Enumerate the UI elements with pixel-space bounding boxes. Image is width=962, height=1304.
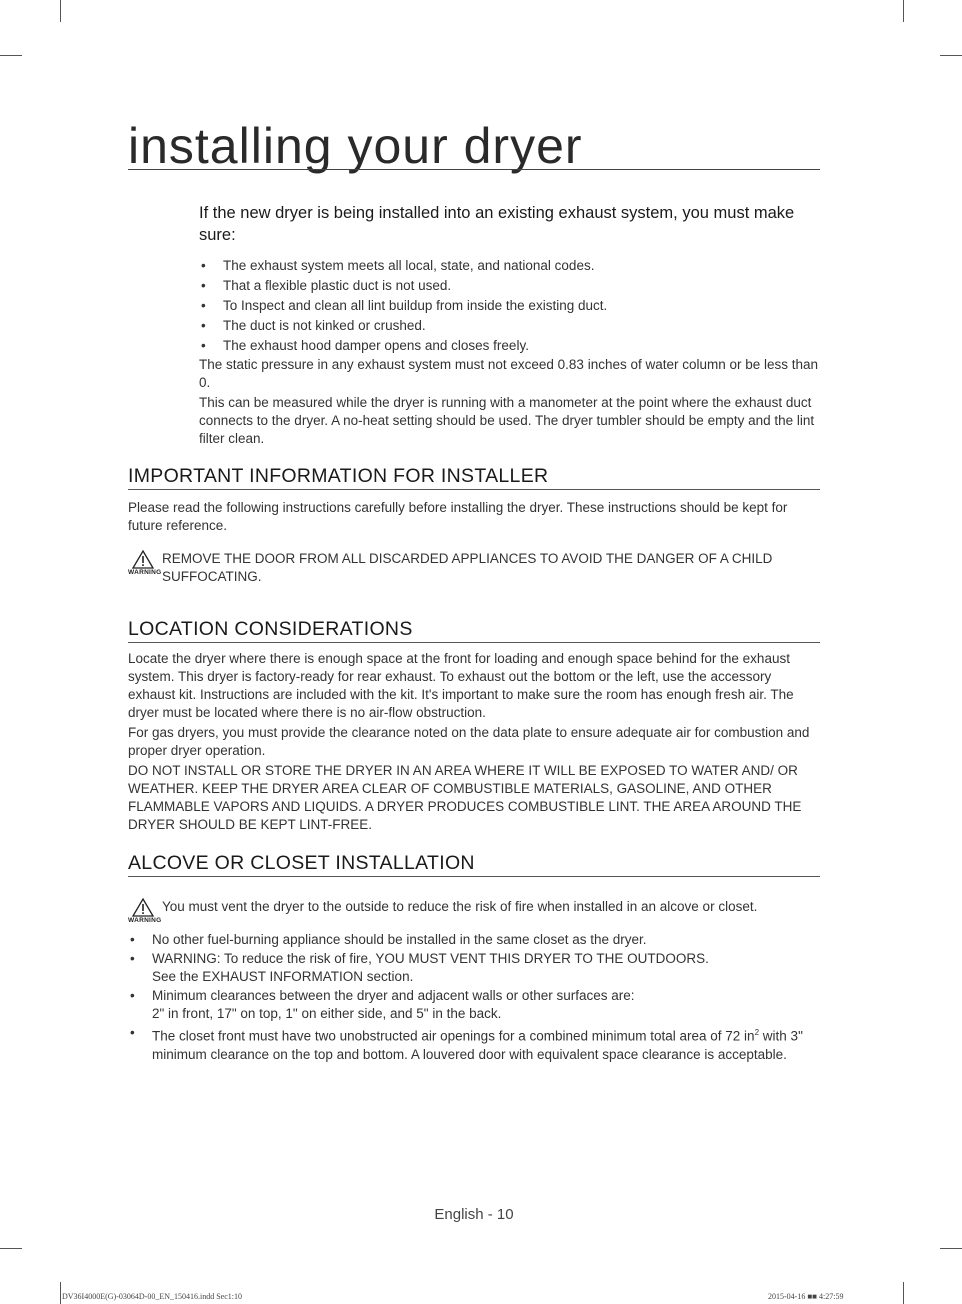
section-heading-location: LOCATION CONSIDERATIONS <box>128 617 820 643</box>
crop-mark <box>903 0 904 22</box>
page-title: installing your dryer <box>128 118 583 174</box>
static-pressure-paragraph: The static pressure in any exhaust system must not exceed 0.83 inches of water column or be less than 0. <box>199 357 819 390</box>
section-heading-alcove: ALCOVE OR CLOSET INSTALLATION <box>128 851 820 877</box>
footer-filename: DV36I4000E(G)-03064D-00_EN_150416.indd Sec1:10 <box>62 1292 242 1301</box>
crop-mark <box>940 1248 962 1249</box>
bullet-icon: • <box>130 1025 135 1040</box>
intro-bullet-list <box>199 256 824 356</box>
bullet-icon: • <box>201 258 206 273</box>
intro-lead: If the new dryer is being installed into an existing exhaust system, you must make sure: <box>199 204 795 244</box>
crop-mark <box>0 55 22 56</box>
warning-badge <box>128 550 160 576</box>
crop-mark <box>0 1248 22 1249</box>
intro-section <box>199 202 824 450</box>
gas-dryer-paragraph: For gas dryers, you must provide the clearance noted on the data plate to ensure adequate air for combustion and proper dryer operation. <box>128 725 810 758</box>
manometer-paragraph: This can be measured while the dryer is running with a manometer at the point where the exhaust duct connects to the dryer. A no-heat setting should be used. The dryer tumbler should be empty and the lint filter clean. <box>199 395 815 446</box>
do-not-install-paragraph: DO NOT INSTALL OR STORE THE DRYER IN AN AREA WHERE IT WILL BE EXPOSED TO WATER AND/ OR WEATHER. KEEP THE DRYER AREA CLEAR OF COMBUSTIBLE MATERIALS, GASOLINE, AND OTHER FLAMMABLE VAPORS AND LIQUIDS. A DRYER PRODUCES COMBUSTIBLE LINT. THE AREA AROUND THE DRYER SHOULD BE KEPT LINT-FREE. <box>128 763 802 832</box>
bullet-icon: • <box>201 318 206 333</box>
bullet-icon: • <box>130 951 135 966</box>
bullet-icon: • <box>130 988 135 1003</box>
bullet-icon: • <box>201 338 206 353</box>
alcove-bullet-list <box>128 931 818 1065</box>
crop-mark <box>60 1282 61 1304</box>
bullet-icon: • <box>201 278 206 293</box>
section-heading-important: IMPORTANT INFORMATION FOR INSTALLER <box>128 464 820 490</box>
list-item: • The exhaust system meets all local, state, and national codes. <box>199 256 824 276</box>
warning-text: REMOVE THE DOOR FROM ALL DISCARDED APPLIANCES TO AVOID THE DANGER OF A CHILD SUFFOCATING. <box>162 551 773 584</box>
bullet-icon: • <box>201 298 206 313</box>
crop-mark <box>903 1282 904 1304</box>
location-body <box>128 650 818 836</box>
warning-callout <box>128 550 818 586</box>
list-item: • WARNING: To reduce the risk of fire, YOU MUST VENT THIS DRYER TO THE OUTDOORS. See the EXHAUST INFORMATION section. <box>130 951 709 984</box>
warning-label: WARNING <box>128 569 162 576</box>
warning-badge <box>128 898 160 924</box>
crop-mark <box>940 55 962 56</box>
location-paragraph: Locate the dryer where there is enough space at the front for loading and enough space behind for the exhaust system. This dryer is factory-ready for rear exhaust. To exhaust out the bottom or the left, use the accessory exhaust kit. Instructions are included with the kit. It's important to make sure the room has enough fresh air. The dryer must be located where there is no air-flow obstruction. <box>128 651 794 720</box>
list-item: • Minimum clearances between the dryer and adjacent walls or other surfaces are: 2" in front, 17" on top, 1" on either side, and 5" in the back. <box>130 988 635 1021</box>
page-number: English - 10 <box>434 1206 514 1223</box>
list-item: • That a flexible plastic duct is not used. <box>199 276 824 296</box>
footer-timestamp: 2015-04-16 ■■ 4:27:59 <box>768 1292 844 1301</box>
warning-text: You must vent the dryer to the outside to reduce the risk of fire when installed in an alcove or closet. <box>162 899 758 914</box>
warning-triangle-icon <box>132 898 154 917</box>
crop-mark <box>60 0 61 22</box>
warning-callout <box>128 898 818 930</box>
bullet-icon: • <box>130 932 135 947</box>
important-body: Please read the following instructions carefully before installing the dryer. These instructions should be kept for future reference. <box>128 500 788 533</box>
list-item: • The duct is not kinked or crushed. <box>199 316 824 336</box>
list-item: • The exhaust hood damper opens and closes freely. <box>199 336 824 356</box>
list-item: • To Inspect and clean all lint buildup from inside the existing duct. <box>199 296 824 316</box>
list-item: • The closet front must have two unobstructed air openings for a combined minimum total area of 72 $in^2$ with 3" minimum clearance on the top and bottom. A louvered door with equivalent space clearance is acceptable. <box>130 1025 803 1062</box>
title-rule <box>128 169 820 170</box>
warning-label: WARNING <box>128 917 162 924</box>
list-item: • No other fuel-burning appliance should be installed in the same closet as the dryer. <box>130 932 647 947</box>
warning-triangle-icon <box>132 550 154 569</box>
